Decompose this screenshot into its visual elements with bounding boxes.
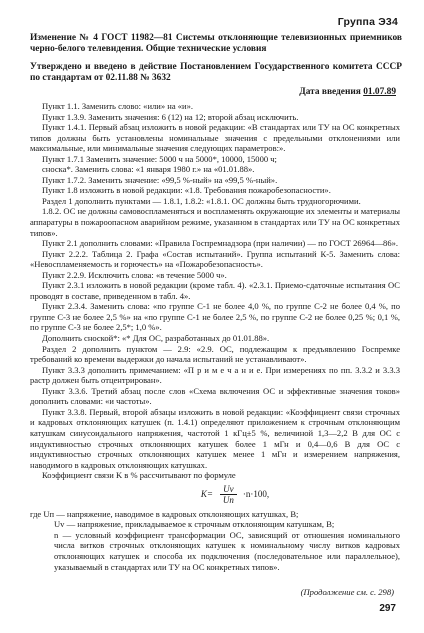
continuation-note: (Продолжение см. с. 298) xyxy=(300,587,394,597)
page-number: 297 xyxy=(379,603,396,614)
group-code: Группа Э34 xyxy=(337,16,398,28)
document-body xyxy=(30,101,400,572)
paragraph: Раздел 2 дополнить пунктом — 2.9: «2.9. ОС, подлежащим к предъявлению Госпремке требований ко времени выдержки до начала испытаний не устанавливают». xyxy=(30,343,400,365)
formula-rhs: ·n·100, xyxy=(242,489,270,500)
definition-item: n — условный коэффициент трансформации ОС, зависящий от отношения номинального числа витков строчных отклоняющих катушек к номинальному числу витков кадровых отклоняющих катушек и способа их подключения (последовательное или параллельное), указываемый в стандартах или ТУ на ОС конкретных типов». xyxy=(54,529,400,572)
paragraph: Пункт 1.3.9. Заменить значения: 6 (12) на 12; второй абзац исключить. xyxy=(42,111,299,122)
paragraph: Коэффициент связи K в % рассчитывают по формуле xyxy=(42,470,236,481)
formula-numerator: Uv xyxy=(220,484,237,496)
paragraph: 1.8.2. ОС не должны самовоспламеняться и воспламенять окружающие их элементы и материалы аппаратуры в пожароопасном аварийном режиме, указанном в стандартах или ТУ на ОС конкретных типов». xyxy=(30,206,400,238)
formula-denominator: Uп xyxy=(222,495,234,506)
paragraph: Пункт 2.3.4. Заменить слова: «по группе С-1 не более 4,0 %, по группе С-2 не более 0,4 %, по группе С-3 не более 2,5 %» на «по группе С-1 не более 2,5 %, по группе С-2 не более 0,25 %; 0,1 %, по группе С-3 не более 2,5*; 1,0 %». xyxy=(30,301,400,333)
paragraph: Раздел 1 дополнить пунктами — 1.8.1, 1.8.2: «1.8.1. ОС должны быть трудногорючими. xyxy=(42,195,361,206)
paragraph: Пункт 2.2.9. Исключить слова: «в течение 5000 ч». xyxy=(42,269,227,280)
paragraph: Пункт 2.3.1 изложить в новой редакции (кроме табл. 4). «2.3.1. Приемо-сдаточные испытания ОС проводят в составе, приведенном в табл. 4». xyxy=(30,280,400,301)
paragraph: Пункт 3.3.3 дополнить примечанием: «П р и м е ч а н и е. При измерениях по пп. 3.3.2 и 3.3.3 растр должен быть отцентрирован». xyxy=(30,364,400,386)
definition-item: Uv — напряжение, прикладываемое к строчным отклоняющим катушкам, В; xyxy=(54,519,335,530)
formula-fraction xyxy=(220,484,237,506)
paragraph: Пункт 1.7.2. Заменить значение: «99,5 %-ный» на «99,5 %-ный». xyxy=(42,174,278,185)
date-label: Дата введения xyxy=(299,87,361,97)
paragraph: Пункт 3.3.6. Третий абзац после слов «Схема включения ОС и эффективные значения токов» дополнить словами: «и частоты». xyxy=(30,385,400,407)
paragraph: Пункт 3.3.8. Первый, второй абзацы изложить в новой редакции: «Коэффициент связи строчных и кадровых отклоняющих катушек (п. 1.4.1) определяют приложением к строчным отклоняющим катушкам синусоидального напряжения, частотой 1 кГц±5 %, величиной 1,3—2,2 В для ОС с индуктивностью строчных отклоняющих катушек более 1 мГн и 0,4—0,6 В для ОС с индуктивностью строчных отклоняющих катушек менее 1 мГн и измерением напряжения, наводимого в кадровых отклоняющих катушках. xyxy=(30,406,400,470)
date-value: 01.07.89 xyxy=(363,87,396,97)
approval-statement: Утверждено и введено в действие Постановлением Государственного комитета СССР по стандартам от 02.11.88 № 3632 xyxy=(30,62,402,84)
paragraph: Пункт 1.1. Заменить слово: «или» на «и». xyxy=(42,101,194,111)
paragraph: Пункт 1.4.1. Первый абзац изложить в новой редакции: «В стандартах или ТУ на ОС конкретных типов должны быть установлены номинальные значения с предельными отклонениями или максимальные, или минимальные значения следующих параметров:». xyxy=(30,122,400,154)
paragraph: Пункт 2.2.2. Таблица 2. Графа «Состав испытаний». Группа испытаний К-5. Заменить слова: «Невоспламеняемость и горючесть» на «Пожаробезопасность». xyxy=(30,248,400,270)
paragraph: сноска*. Заменить слова: «1 января 1980 г.» на «01.01.88». xyxy=(42,164,255,175)
formula-lhs: K= xyxy=(200,489,213,500)
paragraph: Пункт 1.7.1 Заменить значение: 5000 ч на 5000*, 10000, 15000 ч; xyxy=(42,153,277,164)
effective-date xyxy=(299,87,396,97)
definition-item: где Uп — напряжение, наводимое в кадровых отклоняющих катушках, В; xyxy=(30,508,299,519)
coupling-formula xyxy=(70,484,400,506)
paragraph: Дополнить сноской*: «* Для ОС, разработанных до 01.01.88». xyxy=(42,333,270,344)
formula-definitions xyxy=(30,509,400,572)
paragraph: Пункт 2.1 дополнить словами: «Правила Госпремнадзора (при наличии) — по ГОСТ 26964—86». xyxy=(42,238,399,249)
change-title: Изменение № 4 ГОСТ 11982—81 Системы отклоняющие телевизионных приемников черно-белого телевидения. Общие технические условия xyxy=(30,33,402,55)
paragraph: Пункт 1.8 изложить в новой редакции: «1.8. Требования пожаробезопасности». xyxy=(42,185,331,196)
